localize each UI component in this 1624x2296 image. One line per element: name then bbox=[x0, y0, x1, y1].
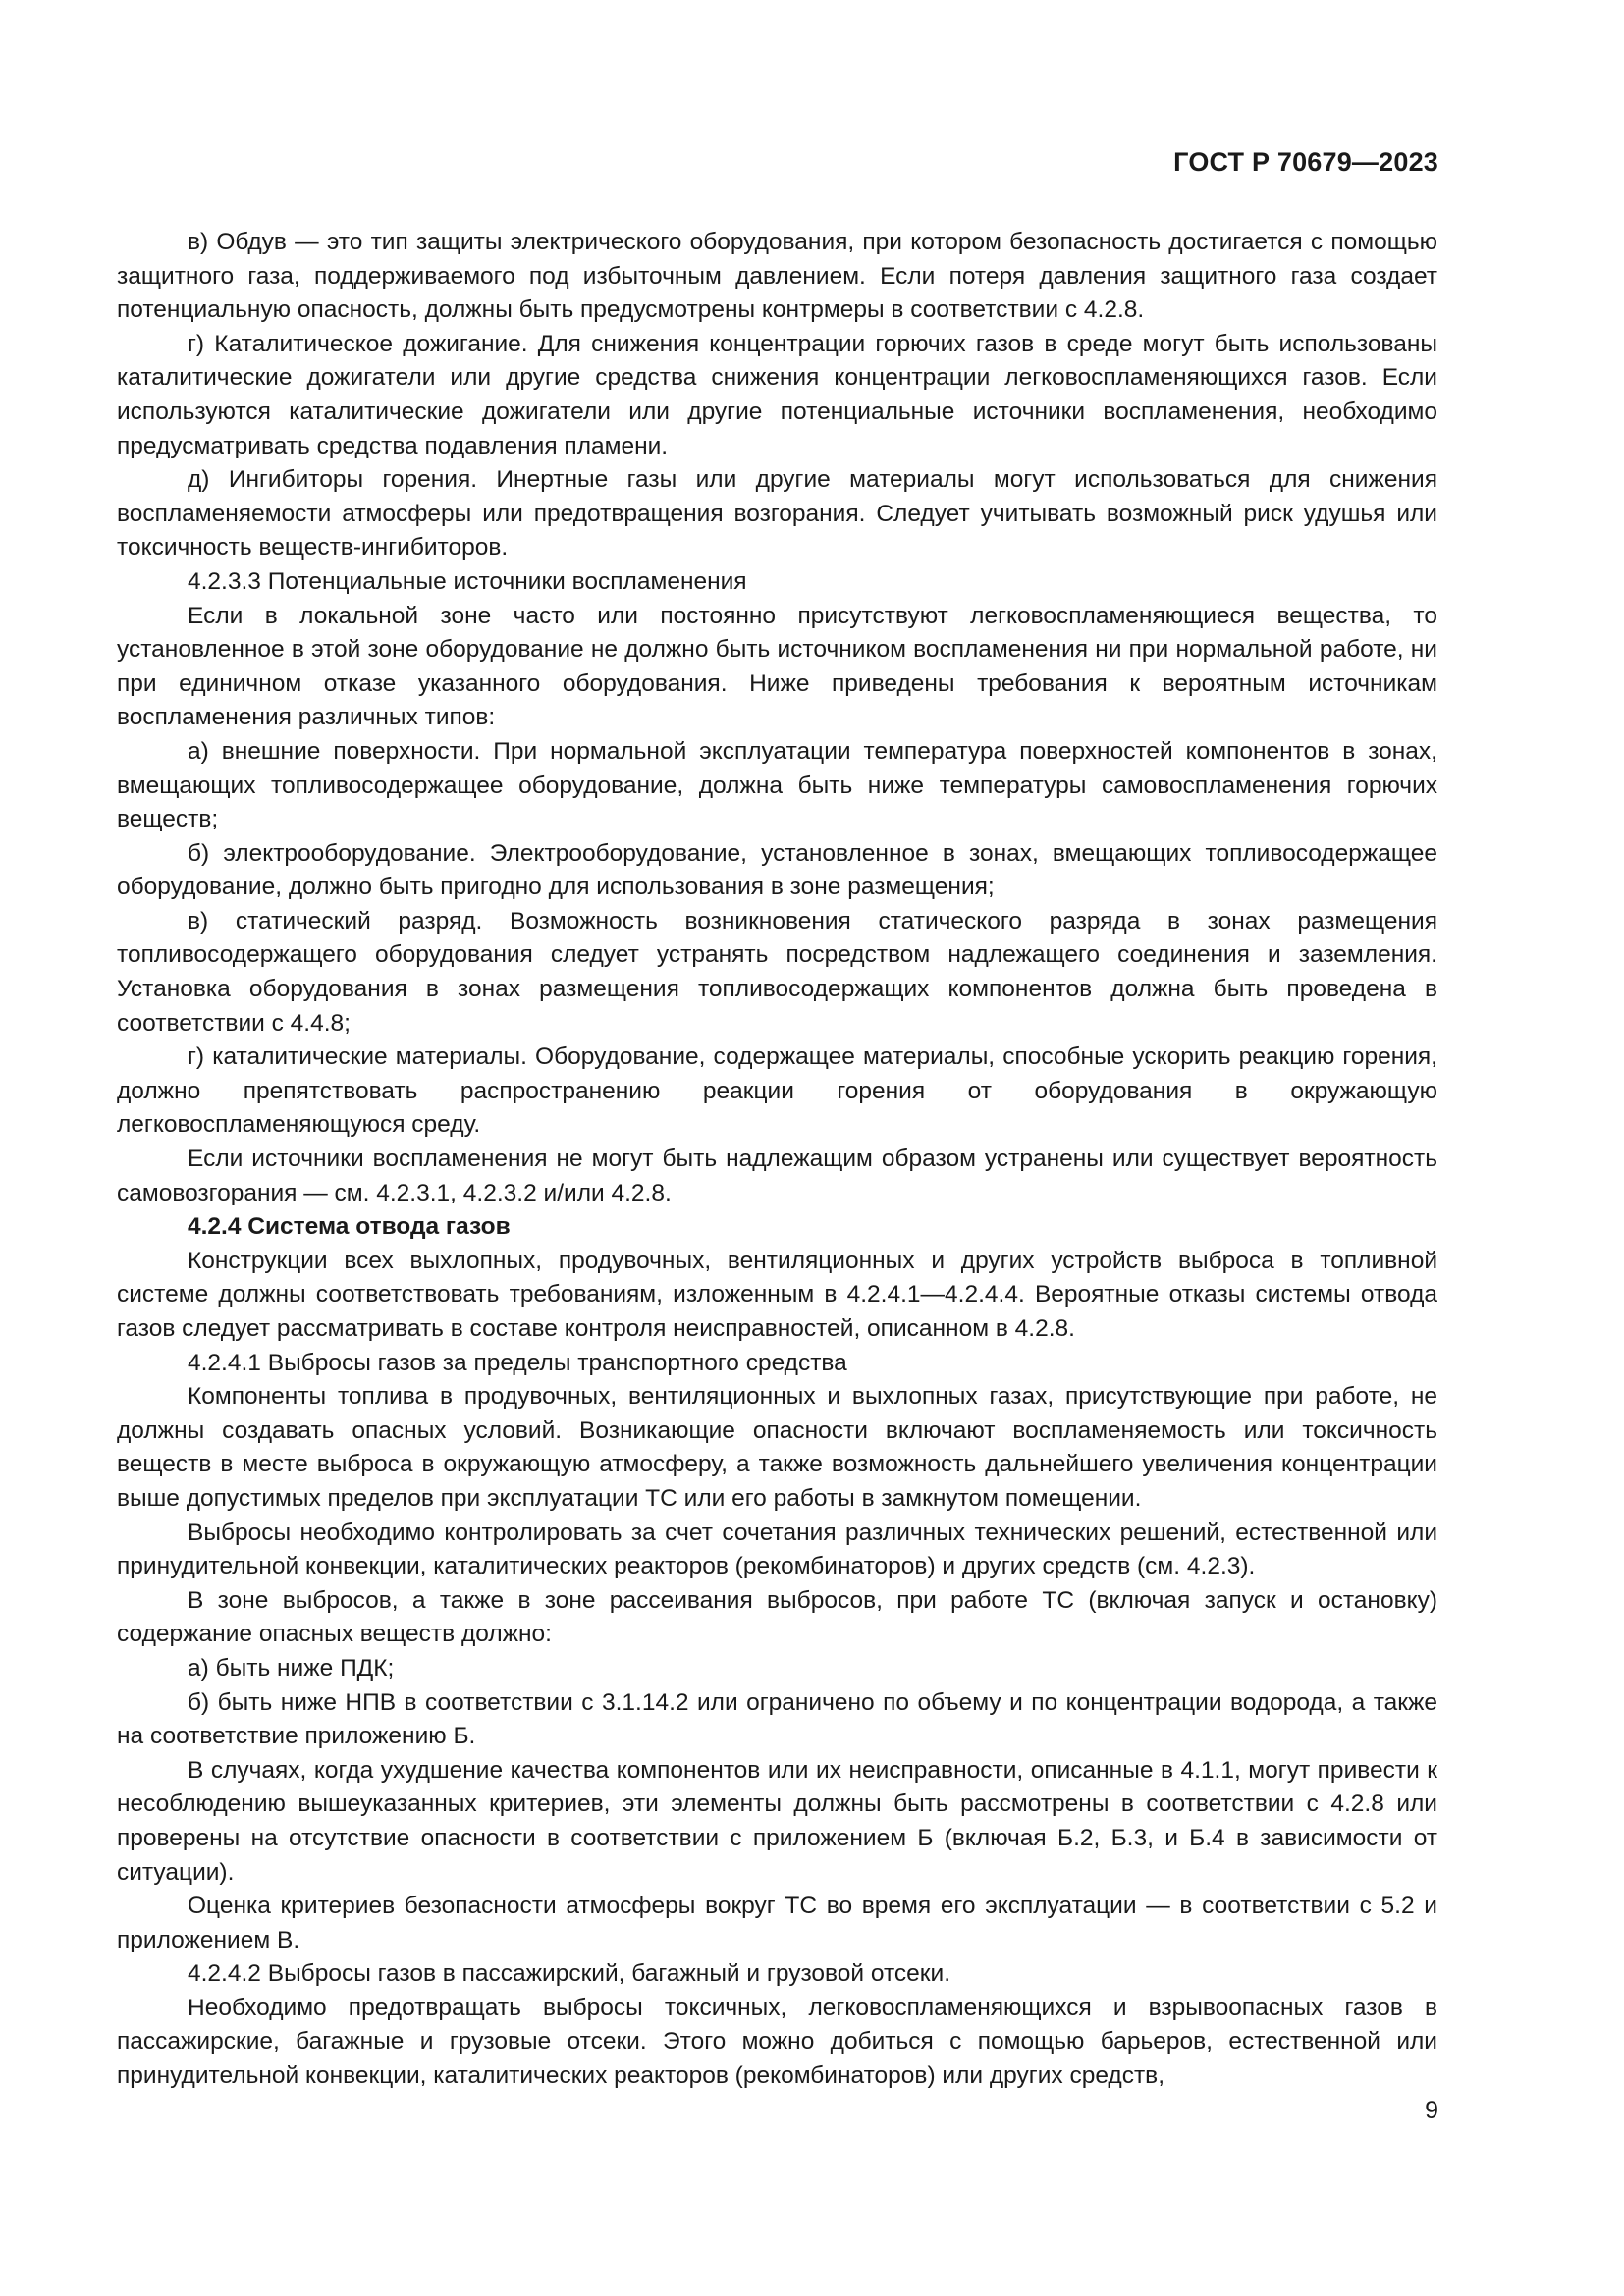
section-title-4-2-4-2: 4.2.4.2 Выбросы газов в пассажирский, багажный и грузовой отсеки. bbox=[188, 1960, 951, 1988]
paragraph-obduv: в) Обдув — это тип защиты электрического оборудования, при котором безопасность достигается с помощью защитного газа, поддерживаемого под избыточным давлением. Если потеря давления защитного газа создает потенциальную опасность, должны быть предусмотрены контрмеры в соответствии с 4.2.8. bbox=[117, 229, 1437, 324]
document-body bbox=[117, 226, 1437, 2094]
paragraph-ignition-conclusion: Если источники воспламенения не могут быть надлежащим образом устранены или существует вероятность самовозгорания — см. 4.2.3.1, 4.2.3.2 и/или 4.2.8. bbox=[117, 1146, 1437, 1206]
list-item-electrical-equipment: б) электрооборудование. Электрооборудование, установленное в зонах, вмещающих топливосодержащее оборудование, должно быть пригодно для использования в зоне размещения; bbox=[117, 839, 1437, 901]
paragraph-combustion-inhibitors: д) Ингибиторы горения. Инертные газы или другие материалы могут использоваться для снижения воспламеняемости атмосферы или предотвращения возгорания. Следует учитывать возможный риск удушья или токсичность веществ-ингибиторов. bbox=[117, 466, 1437, 561]
paragraph-ignition-intro: Если в локальной зоне часто или постоянно присутствуют легковоспламеняющиеся вещества, то установленное в этой зоне оборудование не должно быть источником воспламенения ни при нормальной работе, ни при единичном отказе указанного оборудования. Ниже приведены требования к вероятным источникам воспламенения различных типов: bbox=[117, 602, 1437, 731]
paragraph-exhaust-system-intro: Конструкции всех выхлопных, продувочных, вентиляционных и других устройств выброса в топливной системе должны соответствовать требованиям, изложенным в 4.2.4.1—4.2.4.4. Вероятные отказы системы отвода газов следует рассматривать в составе контроля неисправностей, описанном в 4.2.8. bbox=[117, 1247, 1437, 1342]
paragraph-safety-assessment: Оценка критериев безопасности атмосферы вокруг ТС во время его эксплуатации — в соответствии с 5.2 и приложением В. bbox=[117, 1893, 1437, 1953]
section-heading-4-2-4: 4.2.4 Система отвода газов bbox=[188, 1213, 511, 1241]
section-title-4-2-4-1: 4.2.4.1 Выбросы газов за пределы транспортного средства bbox=[188, 1349, 847, 1376]
paragraph-emission-zone: В зоне выбросов, а также в зоне рассеивания выбросов, при работе ТС (включая запуск и остановку) содержание опасных веществ должно: bbox=[117, 1586, 1437, 1648]
list-item-below-pdk: а) быть ниже ПДК; bbox=[188, 1654, 395, 1682]
paragraph-compartment-emissions: Необходимо предотвращать выбросы токсичных, легковоспламеняющихся и взрывоопасных газов в пассажирские, багажные и грузовые отсеки. Этого можно добиться с помощью барьеров, естественной или принудительной конвекции, каталитических реакторов (рекомбинаторов) или других средств, bbox=[117, 1994, 1437, 2090]
list-item-catalytic-materials: г) каталитические материалы. Оборудование, содержащее материалы, способные ускорить реакцию горения, должно препятствовать распространению реакции горения от оборудования в окружающую легковоспламеняющуюся среду. bbox=[117, 1043, 1437, 1139]
paragraph-fuel-components: Компоненты топлива в продувочных, вентиляционных и выхлопных газах, присутствующие при работе, не должны создавать опасных условий. Возникающие опасности включают воспламеняемость или токсичность веществ в месте выброса в окружающую атмосферу, а также возможность дальнейшего увеличения концентрации выше допустимых пределов при эксплуатации ТС или его работы в замкнутом помещении. bbox=[117, 1383, 1437, 1512]
section-title-4-2-3-3: 4.2.3.3 Потенциальные источники воспламенения bbox=[188, 567, 747, 595]
paragraph-catalytic-afterburning: г) Каталитическое дожигание. Для снижения концентрации горючих газов в среде могут быть использованы каталитические дожигатели или другие средства снижения концентрации легковоспламеняющихся газов. Если используются каталитические дожигатели или другие потенциальные источники воспламенения, необходимо предусматривать средства подавления пламени. bbox=[117, 330, 1437, 459]
paragraph-emission-control: Выбросы необходимо контролировать за счет сочетания различных технических решений, естественной или принудительной конвекции, каталитических реакторов (рекомбинаторов) и других средств (см. 4.2.3). bbox=[117, 1519, 1437, 1580]
list-item-below-npv: б) быть ниже НПВ в соответствии с 3.1.14.2 или ограничено по объему и по концентрации водорода, а также на соответствие приложению Б. bbox=[117, 1688, 1437, 1750]
list-item-external-surfaces: а) внешние поверхности. При нормальной эксплуатации температура поверхностей компонентов в зонах, вмещающих топливосодержащее оборудование, должна быть ниже температуры самовоспламенения горючих веществ; bbox=[117, 737, 1437, 833]
paragraph-degradation-cases: В случаях, когда ухудшение качества компонентов или их неисправности, описанные в 4.1.1, могут привести к несоблюдению вышеуказанных критериев, эти элементы должны быть рассмотрены в соответствии с 4.2.8 или проверены на отсутствие опасности в соответствии с приложением Б (включая Б.2, Б.3, и Б.4 в зависимости от ситуации). bbox=[117, 1756, 1437, 1886]
list-item-static-discharge: в) статический разряд. Возможность возникновения статического разряда в зонах размещения топливосодержащего оборудования следует устранять посредством надлежащего соединения и заземления. Установка оборудования в зонах размещения топливосодержащих компонентов должна быть проведена в соответствии с 4.4.8; bbox=[117, 907, 1437, 1037]
page-number: 9 bbox=[1425, 2097, 1438, 2124]
document-header-standard: ГОСТ Р 70679—2023 bbox=[1173, 147, 1438, 177]
